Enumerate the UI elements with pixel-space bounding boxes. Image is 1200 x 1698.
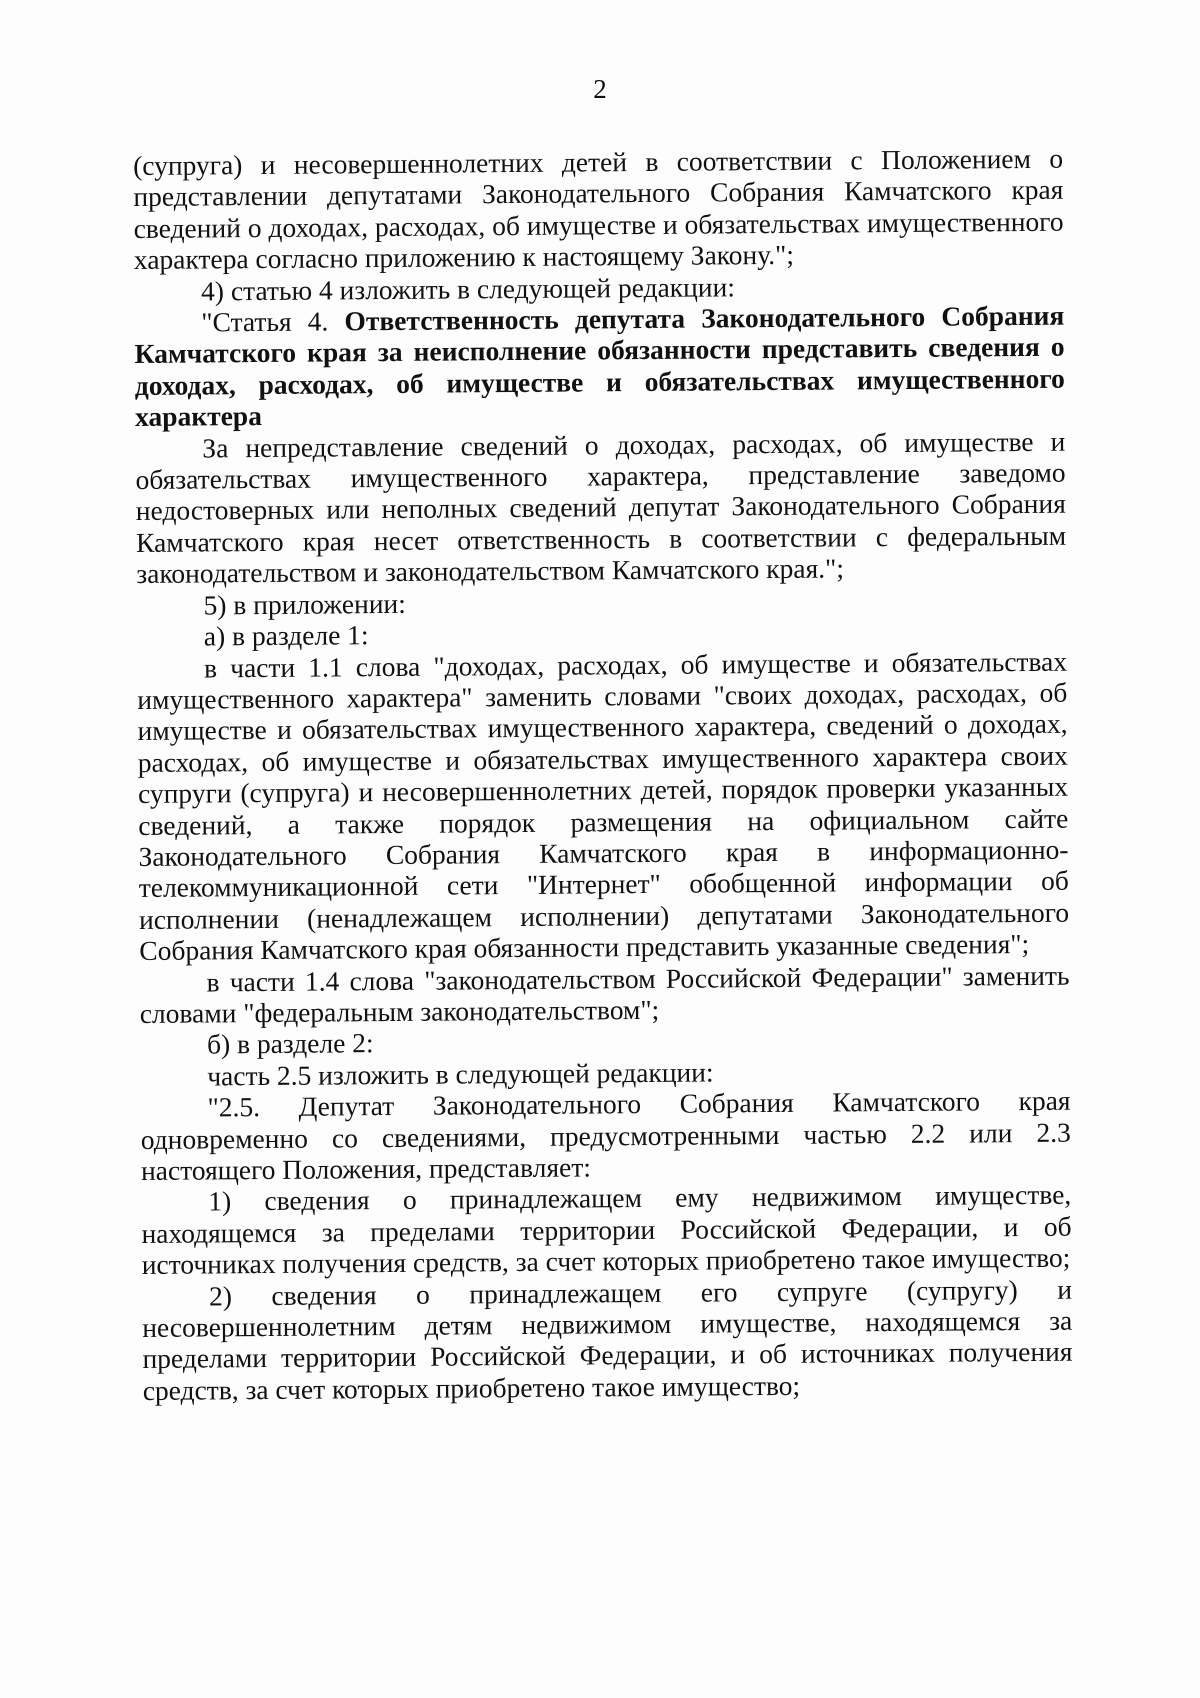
paragraph: в части 1.1 слова "доходах, расходах, об имуществе и обязательствах имущественного характера" заменить словами "своих доходах, расходах, об имуществе и обязательствах имущественного характера, сведений о доходах, расходах, об имуществе и обязательствах имущественного характера своих супруги (супруга) и несовершеннолетних детей, порядок проверки указанных сведений, а также порядок размещения на официальном сайте Законодательного Собрания Камчатского края в информационно-телекоммуникационной сети "Интернет" обобщенной информации об исполнении (ненадлежащем исполнении) депутатами Законодательного Собрания Камчатского края обязанности представить указанные сведения";	[137, 645, 1070, 967]
paragraph: "2.5. Депутат Законодательного Собрания Камчатского края одновременно со сведениями, предусмотренными частью 2.2 или 2.3 настоящего Положения, представляет:	[140, 1084, 1071, 1186]
paragraph: 4) статью 4 изложить в следующей редакции:	[200, 270, 736, 307]
list-item: 2) сведения о принадлежащем его супруге (супругу) и несовершеннолетним детям недвижимом имуществе, находящемся за пределами территории Российской Федерации, и об источниках получения средств, за счет которых приобретено такое имущество;	[142, 1273, 1073, 1406]
paragraph: часть 2.5 изложить в следующей редакции:	[207, 1056, 714, 1092]
paragraph: 5) в приложении:	[203, 587, 406, 621]
paragraph: За непредставление сведений о доходах, расходах, об имуществе и обязательствах имущественного характера, представление заведомо недостоверных или неполных сведений депутат Законодательного Собрания Камчатского края несет ответственность в соответствии с федеральным законодательством и законодательством Камчатского края.";	[135, 425, 1067, 590]
article-label: "Статья 4.	[201, 305, 345, 338]
paragraph: б) в разделе 2:	[206, 1027, 374, 1060]
article-title: Ответственность депутата Законодательного Собрания Камчатского края за неисполнение обязанности представить сведения о доходах, расходах, об имуществе и обязательствах имущественного характера	[134, 299, 1065, 433]
paragraph: в части 1.4 слова "законодательством Российской Федерации" заменить словами "федеральным законодательством";	[139, 959, 1070, 1029]
article-heading	[134, 300, 1065, 433]
page-number: 2	[593, 74, 607, 104]
paragraph: а) в разделе 1:	[203, 619, 369, 652]
list-item: 1) сведения о принадлежащем ему недвижимом имуществе, находящемся за пределами территории Российской Федерации, и об источниках получения средств, за счет которых приобретено такое имущество;	[141, 1179, 1072, 1281]
paragraph: (супруга) и несовершеннолетних детей в соответствии с Положением о представлении депутатами Законодательного Собрания Камчатского края сведений о доходах, расходах, об имуществе и обязательствах имущественного характера согласно приложению к настоящему Закону.";	[133, 142, 1064, 276]
document-body	[133, 143, 1073, 1407]
